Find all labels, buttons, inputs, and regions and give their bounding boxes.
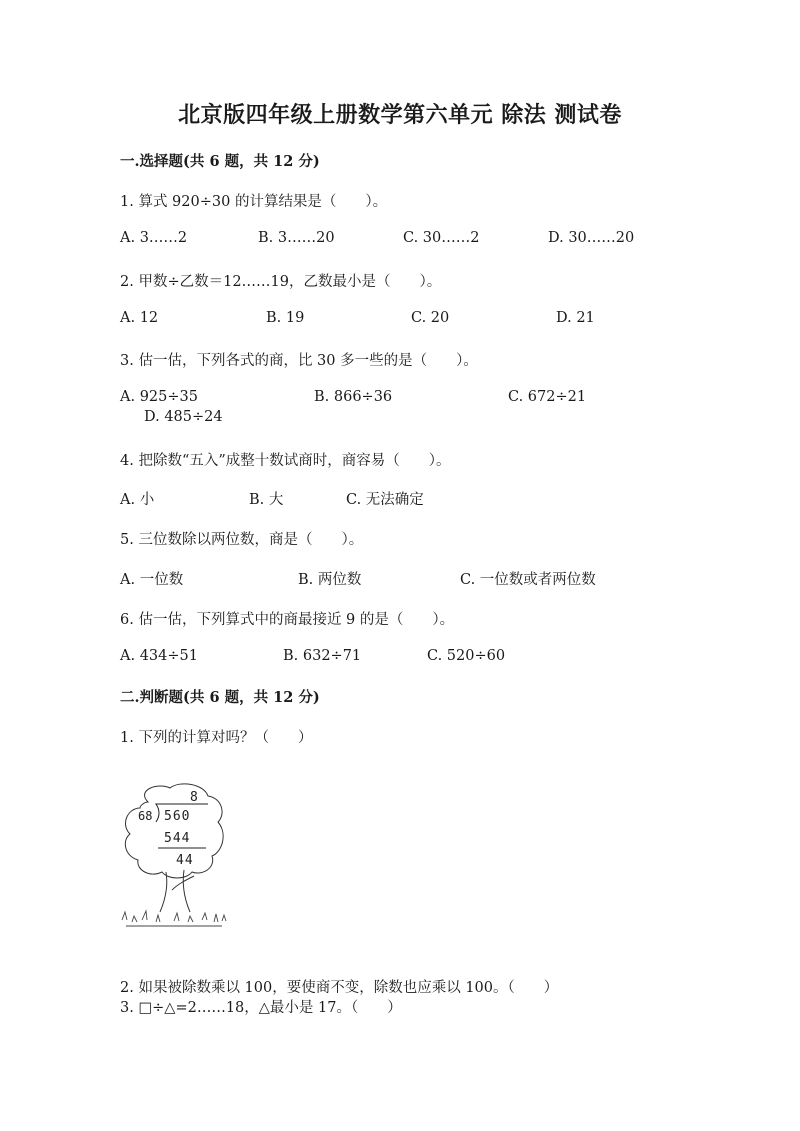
option-c: C. 无法确定 — [346, 492, 424, 508]
option-d: D. 485÷24 — [144, 409, 223, 425]
question-stem: 3. □÷△=2……18，△最小是 17。（ ） — [120, 1000, 402, 1016]
question-stem: 6. 估一估，下列算式中的商最接近 9 的是（ ）。 — [120, 612, 455, 628]
option-c: C. 一位数或者两位数 — [460, 572, 596, 588]
option-c: C. 672÷21 — [508, 389, 587, 405]
option-c: C. 20 — [411, 310, 450, 326]
divisor-text: 68 — [138, 809, 153, 823]
question-stem: 2. 如果被除数乘以 100，要使商不变，除数也应乘以 100。（ ） — [120, 980, 559, 996]
product-text: 544 — [164, 831, 191, 846]
remainder-text: 44 — [176, 853, 194, 868]
page-title: 北京版四年级上册数学第六单元 除法 测试卷 — [178, 102, 622, 128]
option-b: B. 632÷71 — [283, 648, 362, 664]
option-c: C. 520÷60 — [427, 648, 506, 664]
tree-trunk — [160, 870, 194, 912]
question-stem: 1. 下列的计算对吗？（ ） — [120, 730, 313, 746]
quotient-text: 8 — [190, 790, 198, 805]
question-stem: 2. 甲数÷乙数＝12……19，乙数最小是（ ）。 — [120, 274, 442, 290]
long-division-tree-figure — [118, 780, 230, 930]
option-d: D. 30……20 — [548, 230, 635, 246]
option-b: B. 大 — [249, 492, 284, 508]
option-a: A. 925÷35 — [120, 389, 198, 405]
question-stem: 5. 三位数除以两位数，商是（ ）。 — [120, 532, 364, 548]
option-b: B. 3……20 — [258, 230, 335, 246]
dividend-text: 560 — [164, 809, 191, 824]
grass — [122, 911, 226, 926]
option-a: A. 小 — [120, 492, 155, 508]
option-a: A. 一位数 — [120, 572, 184, 588]
option-a: A. 12 — [120, 310, 159, 326]
option-c: C. 30……2 — [403, 230, 480, 246]
option-d: D. 21 — [556, 310, 595, 326]
option-a: A. 434÷51 — [120, 648, 198, 664]
question-stem: 3. 估一估，下列各式的商，比 30 多一些的是（ ）。 — [120, 353, 478, 369]
option-a: A. 3……2 — [120, 230, 188, 246]
option-b: B. 866÷36 — [314, 389, 393, 405]
option-b: B. 两位数 — [298, 572, 362, 588]
question-stem: 1. 算式 920÷30 的计算结果是（ ）。 — [120, 194, 388, 210]
option-b: B. 19 — [266, 310, 305, 326]
section-heading-judgment: 二.判断题(共 6 题，共 12 分) — [120, 689, 320, 706]
section-heading-choice: 一.选择题(共 6 题，共 12 分) — [120, 153, 320, 170]
question-stem: 4. 把除数“五入”成整十数试商时，商容易（ ）。 — [120, 453, 451, 469]
